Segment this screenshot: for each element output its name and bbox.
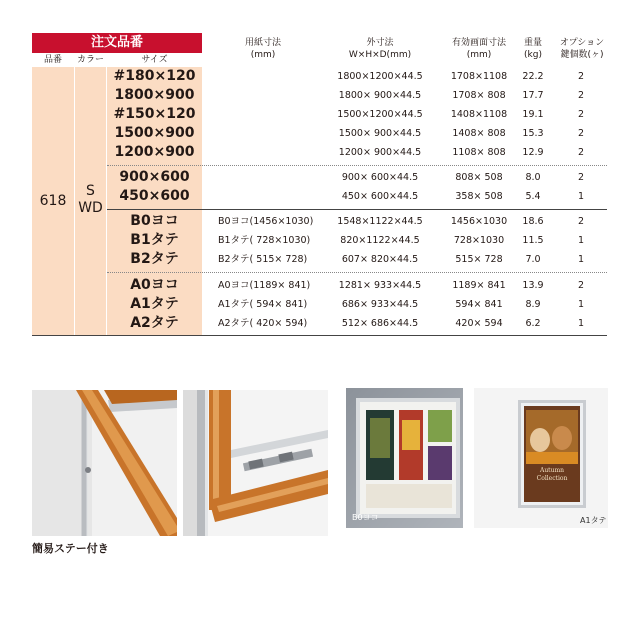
table-row-outer: 900× 600×44.5 (341, 172, 419, 183)
table-row-outer: 1500× 900×44.5 (338, 128, 422, 139)
table-row-effect: 1108× 808 (452, 147, 506, 158)
table-row-size: A2タテ (130, 315, 179, 331)
order-number-header: 注文品番 (32, 33, 202, 53)
header-paper-line2: (mm) (250, 50, 276, 60)
table-row-keys: 1 (577, 235, 585, 246)
table-row-effect: 594× 841 (455, 299, 503, 310)
table-row-outer: 450× 600×44.5 (341, 191, 419, 202)
table-row-effect: 808× 508 (455, 172, 503, 183)
table-row-effect: 728×1030 (453, 235, 505, 246)
table-row-weight: 18.6 (522, 216, 544, 227)
header-model: 品番 (43, 55, 62, 65)
table-row-size: 900×600 (119, 169, 190, 185)
table-row-weight: 12.9 (522, 147, 544, 158)
row-divider (107, 209, 607, 210)
header-weight-line2: (kg) (524, 50, 542, 60)
table-row-weight: 6.2 (525, 318, 541, 329)
table-row-keys: 2 (577, 128, 585, 139)
stand-caption: 簡易ステー付き (32, 542, 109, 555)
table-row-effect: 1189× 841 (452, 280, 506, 291)
table-row-size: 450×600 (119, 188, 190, 204)
header-effect-line1: 有効画面寸法 (451, 38, 506, 48)
table-row-keys: 1 (577, 318, 585, 329)
table-row-keys: 2 (577, 280, 585, 291)
table-row-weight: 13.9 (522, 280, 544, 291)
table-row-effect: 1456×1030 (450, 216, 508, 227)
table-row-outer: 686× 933×44.5 (341, 299, 419, 310)
header-size: サイズ (141, 55, 168, 65)
table-row-effect: 1408× 808 (452, 128, 506, 139)
table-row-outer: 607× 820×44.5 (341, 254, 419, 265)
table-row-size: B2タテ (130, 251, 179, 267)
table-row-effect: 358× 508 (455, 191, 503, 202)
header-outer-line1: 外寸法 (366, 38, 394, 48)
a1-caption: A1タテ (580, 516, 607, 525)
table-row-outer: 820×1122×44.5 (340, 235, 420, 246)
model-number: 618 (39, 193, 67, 209)
table-row-size: A1タテ (130, 296, 179, 312)
table-row-keys: 1 (577, 254, 585, 265)
table-row-weight: 11.5 (522, 235, 544, 246)
table-row-paper (218, 67, 318, 86)
header-paper-line1: 用紙寸法 (244, 38, 281, 48)
table-row-size: #180×120 (113, 68, 196, 84)
table-row-weight: 19.1 (522, 109, 544, 120)
table-row-weight: 8.9 (525, 299, 541, 310)
table-row-weight: 22.2 (522, 71, 544, 82)
table-bottom-border (32, 335, 607, 336)
table-row-size: 1800×900 (114, 87, 195, 103)
table-row-size: #150×120 (113, 106, 196, 122)
table-row-paper: B0ヨコ(1456×1030) (218, 216, 314, 227)
table-row-weight: 17.7 (522, 90, 544, 101)
table-row-outer: 512× 686×44.5 (341, 318, 419, 329)
b0-caption: B0ヨコ (352, 513, 379, 522)
color-s: S (86, 183, 95, 199)
header-weight-line1: 重量 (523, 38, 542, 48)
table-row-effect: 515× 728 (455, 254, 503, 265)
table-row-effect: 420× 594 (455, 318, 503, 329)
table-row-keys: 2 (577, 90, 585, 101)
table-row-keys: 2 (577, 172, 585, 183)
row-divider (107, 165, 607, 166)
table-row-outer: 1800× 900×44.5 (338, 90, 422, 101)
table-row-weight: 7.0 (525, 254, 541, 265)
header-effect-line2: (mm) (466, 50, 492, 60)
row-divider (107, 272, 607, 273)
table-row-keys: 2 (577, 147, 585, 158)
color-wd: WD (78, 200, 103, 216)
table-row-weight: 5.4 (525, 191, 541, 202)
table-row-keys: 2 (577, 109, 585, 120)
table-row-outer: 1548×1122×44.5 (337, 216, 423, 227)
header-option-line2: 鍵個数(ヶ) (560, 50, 604, 60)
table-row-size: 1500×900 (114, 125, 195, 141)
table-row-outer: 1800×1200×44.5 (337, 71, 423, 82)
table-row-weight: 15.3 (522, 128, 544, 139)
table-row-size: A0ヨコ (130, 277, 179, 293)
table-row-effect: 1708× 808 (452, 90, 506, 101)
table-row-outer: 1500×1200×44.5 (337, 109, 423, 120)
table-row-paper: A2タテ( 420× 594) (218, 318, 308, 329)
header-option-line1: オプション (559, 38, 605, 48)
table-row-keys: 1 (577, 299, 585, 310)
photo-wood-frame-stand (32, 390, 177, 536)
poster-title-line1: Autumn (539, 467, 565, 474)
table-row-size: 1200×900 (114, 144, 195, 160)
header-color: カラー (76, 55, 104, 65)
header-outer-line2: W×H×D(mm) (348, 50, 412, 60)
table-row-size: B0ヨコ (130, 213, 179, 229)
table-row-paper: B1タテ( 728×1030) (218, 235, 311, 246)
table-row-effect: 1408×1108 (450, 109, 508, 120)
table-row-paper: A1タテ( 594× 841) (218, 299, 308, 310)
photo-a1-portrait-frame (474, 388, 608, 528)
table-row-keys: 1 (577, 191, 585, 202)
table-row-keys: 2 (577, 216, 585, 227)
table-row-outer: 1281× 933×44.5 (338, 280, 422, 291)
poster-title-line2: Collection (536, 475, 568, 482)
photo-b0-landscape-frame (346, 388, 463, 528)
table-row-paper: A0ヨコ(1189× 841) (218, 280, 311, 291)
table-row-outer: 1200× 900×44.5 (338, 147, 422, 158)
table-row-effect: 1708×1108 (450, 71, 508, 82)
table-row-keys: 2 (577, 71, 585, 82)
table-row-size: B1タテ (130, 232, 179, 248)
table-row-paper: B2タテ( 515× 728) (218, 254, 308, 265)
photo-frame-corner (183, 390, 328, 536)
table-row-weight: 8.0 (525, 172, 541, 183)
